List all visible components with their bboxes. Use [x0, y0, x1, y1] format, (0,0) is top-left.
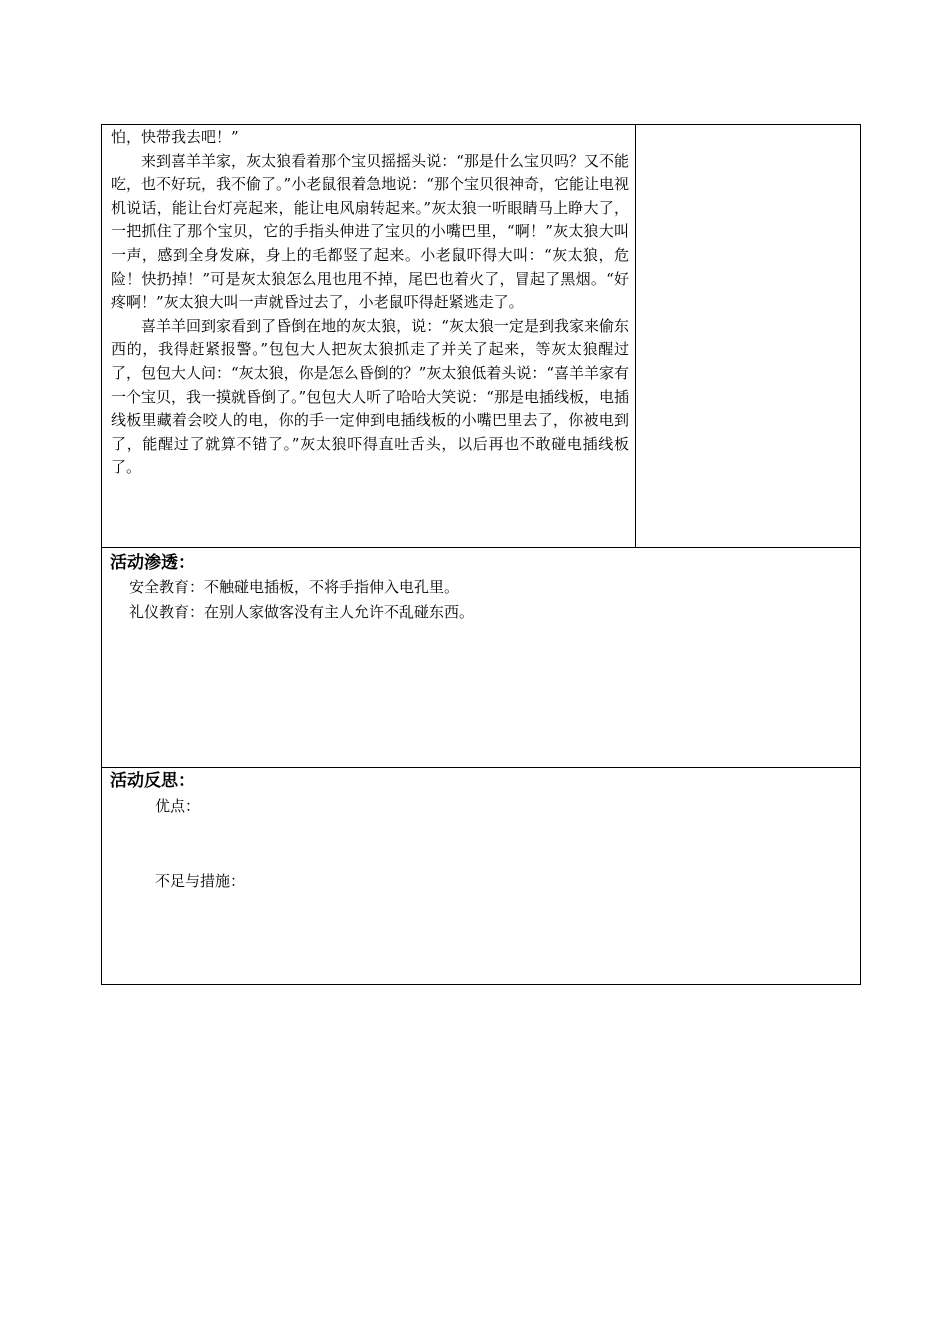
improvements-label: 不足与措施： — [155, 872, 246, 890]
border-right — [860, 124, 861, 985]
etiquette-education: 礼仪教育：在别人家做客没有主人允许不乱碰东西。 — [129, 603, 475, 621]
safety-education: 安全教育：不触碰电插板，不将手指伸入电孔里。 — [129, 578, 460, 596]
story-cell — [103, 126, 635, 547]
notes-cell — [637, 126, 859, 547]
story-paragraph-3: 喜羊羊回到家看到了昏倒在地的灰太狼，说：“灰太狼一定是到我家来偷东西的，我得赶紧报警。”包包大人把灰太狼抓走了并关了起来，等灰太狼醒过了，包包大人问：“灰太狼，你是怎么昏倒的？”灰太狼低着头说：“喜羊羊家有一个宝贝，我一摸就昏倒了。”包包大人听了哈哈大笑说：“那是电插线板，电插线板里藏着会咬人的电，你的手一定伸到电插线板的小嘴巴里去了，你被电到了，能醒过了就算不错了。”灰太狼吓得直吐舌头，以后再也不敢碰电插线板了。 — [111, 316, 630, 477]
reflection-heading: 活动反思： — [110, 771, 195, 791]
row-divider-2 — [101, 767, 861, 768]
border-top — [101, 124, 861, 125]
strengths-label: 优点： — [155, 797, 201, 815]
story-paragraph-1: 怕，快带我去吧！” — [111, 128, 239, 146]
penetration-heading: 活动渗透： — [110, 553, 195, 573]
border-left — [101, 124, 102, 985]
border-bottom — [101, 984, 861, 985]
row-divider-1 — [101, 547, 861, 548]
column-divider — [635, 124, 636, 548]
story-paragraph-2: 来到喜羊羊家，灰太狼看着那个宝贝摇摇头说：“那是什么宝贝吗？又不能吃，也不好玩，我不偷了。”小老鼠很着急地说：“那个宝贝很神奇，它能让电视机说话，能让台灯亮起来，能让电风扇转起来。”灰太狼一听眼睛马上睁大了，一把抓住了那个宝贝，它的手指头伸进了宝贝的小嘴巴里，“啊！”灰太狼大叫一声，感到全身发麻，身上的毛都竖了起来。小老鼠吓得大叫：“灰太狼，危险！快扔掉！”可是灰太狼怎么甩也甩不掉，尾巴也着火了，冒起了黑烟。“好疼啊！”灰太狼大叫一声就昏过去了，小老鼠吓得赶紧逃走了。 — [111, 151, 629, 312]
